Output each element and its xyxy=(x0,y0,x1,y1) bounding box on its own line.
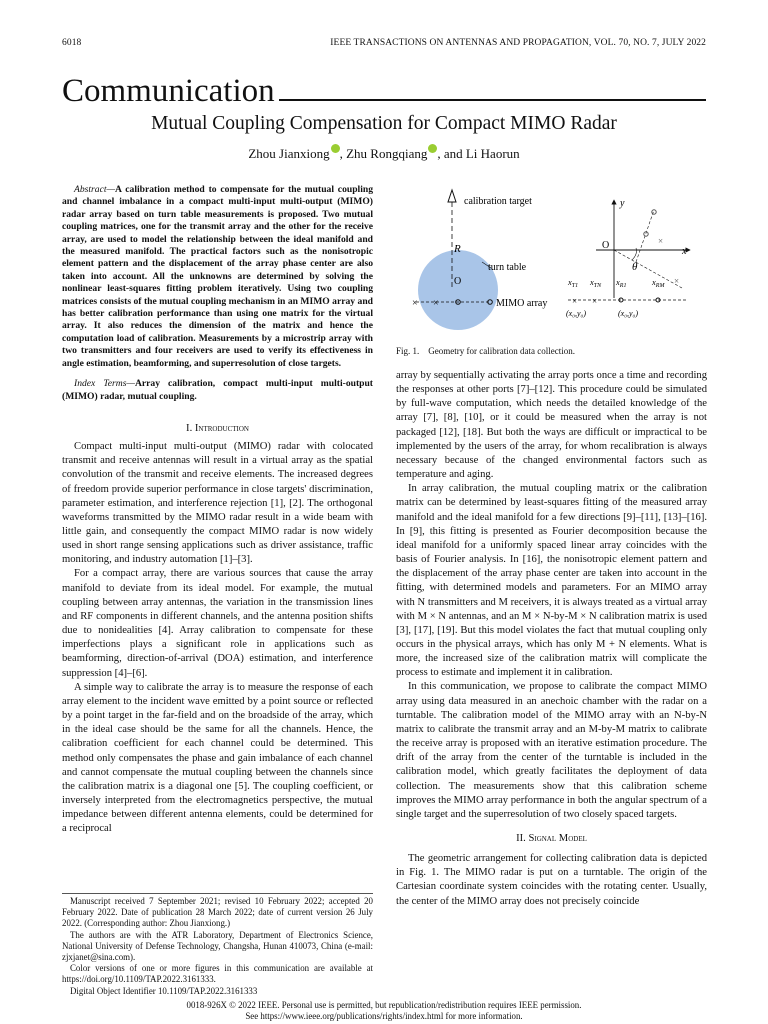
label-target: calibration target xyxy=(464,196,532,207)
label-R: R xyxy=(454,243,461,255)
label-coord-2: (x₀,y₀) xyxy=(618,309,638,318)
label-xrM: $x_{RM}$ xyxy=(652,277,665,289)
label-theta: θ xyxy=(632,261,638,273)
footnote-manuscript: Manuscript received 7 September 2021; revised 10 February 2022; accepted 20 February 2022. Date of publication 28 March 2022; date of current version 26 July 2022. (Corresponding author: Zhou Jianxiong.) xyxy=(62,896,373,929)
abstract-label: Abstract— xyxy=(74,184,116,195)
abstract xyxy=(62,184,373,370)
orcid-icon[interactable] xyxy=(331,144,340,153)
figure-caption: Fig. 1. Geometry for calibration data collection. xyxy=(396,346,575,356)
right-column xyxy=(396,369,707,909)
paragraph: In this communication, we propose to calibrate the compact MIMO array using data measured in an anechoic chamber with the radar on a turntable. The calibration model of the MIMO array with an N-by-N matrix to calibrate the transmit array and an M-by-M matrix to calibrate the receive array is proposed with an iterative estimation procedure. The drift of the array from the center of the turntable is included in the calibration model, which greatly facilitates the deployment of data collection. The measurements show that this calibration scheme improves the MIMO array performance in both the angular spectrum of a single target and the superresolution of two closely spaced targets. xyxy=(396,681,707,820)
label-mimo-array: MIMO array xyxy=(496,298,548,309)
paragraph: A simple way to calibrate the array is to measure the response of each array element to the incident wave emitted by a point source or reflected by a point target in the far-field and on the broadside of the array, which in the ideal case should be the same for all the channels. Hence, the calibration coefficient for each channel could be determined. This method only compensates the phase and gain imbalance of each channel and cannot compensate the mutual coupling between the channels since the calibration matrix is a diagonal one [5]. The coupling coefficient, or inversely interpreted from the electromagnetics perspective, the mutual impedance between different antenna elements, could be determined for a reciprocal xyxy=(62,681,373,835)
footnote-color: Color versions of one or more figures in this communication are available at https://doi.org/10.1109/TAP.2022.3161333. xyxy=(62,963,373,985)
turntable-circle xyxy=(418,250,498,330)
label-coord-1: (x₀,y₀) xyxy=(566,309,586,318)
author-list: Zhou Jianxiong , Zhu Rongqiang , and Li Haorun xyxy=(248,146,520,161)
rotated-tx-element: × xyxy=(658,236,664,246)
label-x: x xyxy=(682,246,687,257)
label-xt1: $x_{T1}$ xyxy=(568,277,579,289)
rotated-rx-element xyxy=(652,210,656,214)
author-2: Zhu Rongqiang xyxy=(346,146,428,161)
paragraph: In array calibration, the mutual coupling matrix or the calibration matrix can be determined by least-squares fitting of the measured array manifold and the ideal manifold for a few directions [9]–[11], [13]–[16]. In [9], this fitting is presented as Fourier decomposition because the ideal manifold for a uniformly spaced linear array coincides with the basis of Fourier analysis. In [16], the nonisotropic element pattern and the displacement of the array phase center are taken into account in the fitting, with determined models and parameters. For an MIMO array with N transmitters and M receivers, it is always treated as a virtual array with M × N antennas, and an M × N-by-M × N calibration matrix is used [3], [17], [19]. But this model violates the fact that mutual coupling only occurs in the physical arrays, which has only M + N elements. What is more, the increased size of the calibration matrix will complicate the process to estimate and implement it in calibration. xyxy=(396,483,707,679)
paper-title: Mutual Coupling Compensation for Compact MIMO Radar xyxy=(151,113,617,134)
footnotes xyxy=(62,893,373,997)
section-heading-signal-model: II. Signal Model xyxy=(516,833,587,844)
left-column xyxy=(62,184,373,836)
orcid-icon[interactable] xyxy=(428,144,437,153)
rotated-tx-element: × xyxy=(674,276,680,286)
label-origin: O xyxy=(454,276,462,287)
footnote-affiliation: The authors are with the ATR Laboratory, Department of Electronics Science, National University of Defense Technology, Changsha, Hunan 410073, China (e-mail: zjxjanet@sina.com). xyxy=(62,929,373,963)
figure-1 xyxy=(396,188,707,340)
copyright-notice xyxy=(0,1000,768,1022)
copyright-line-2: See https://www.ieee.org/publications/rights/index.html for more information. xyxy=(245,1011,523,1021)
tx-element: × xyxy=(433,298,439,309)
label-xr1: $x_{R1}$ xyxy=(616,277,627,289)
paragraph: The geometric arrangement for collecting calibration data is depicted in Fig. 1. The MIMO radar is put on a turntable. The origin of the Cartesian coordinate system coincides with the rotating center. Usually, the center of the MIMO array does not precisely coincide xyxy=(396,853,707,907)
author-1: Zhou Jianxiong xyxy=(248,146,330,161)
calibration-target-icon xyxy=(448,190,456,202)
index-terms-text: Array calibration, compact multi-input multi-output (MIMO) radar, mutual coupling. xyxy=(62,378,374,402)
label-turn-table: turn table xyxy=(488,262,527,273)
geometry-diagram xyxy=(396,188,707,340)
section-label-bar xyxy=(62,74,706,108)
author-3: and Li Haorun xyxy=(443,146,520,161)
index-terms-label: Index Terms— xyxy=(74,378,135,390)
label-y: y xyxy=(620,198,625,209)
copyright-line-1: 0018-926X © 2022 IEEE. Personal use is permitted, but republication/redistribution requires IEEE permission. xyxy=(186,1000,582,1010)
index-terms xyxy=(62,378,373,403)
tx-element: × xyxy=(412,298,418,309)
ref-tx-element: × xyxy=(572,296,578,306)
journal-header: IEEE TRANSACTIONS ON ANTENNAS AND PROPAGATION, VOL. 70, NO. 7, JULY 2022 xyxy=(330,38,706,48)
abstract-text: A calibration method to compensate for the mutual coupling and channel imbalance in a compact multi-input multi-output (MIMO) radar array based on turn table measurements is proposed. Two mutual coupling matrices, one for the transmit array and the other for the receive array, are used to model the relationship between the ideal manifold and the measured manifold. The practical factors such as the nonisotropic element pattern and the displacement of the array phase center are also taken into account. All the unknowns are determined by solving the nonlinear least-squares fitting problem iteratively. Using two coupling matrices consists of the mutual coupling mechanism in an MIMO array and has better calibration performance than using one matrix for the virtual array. It also reduces the dimension of the matrix and hence the computation load of calibration. Measurements by a microstrip array with two transmitters and four receivers are used to verify its effectiveness in angle estimation, beamforming, and superresolution of close targets. xyxy=(62,184,373,369)
label-origin-right: O xyxy=(602,240,610,251)
section-heading-intro: I. Introduction xyxy=(186,422,249,434)
footnote-doi: Digital Object Identifier 10.1109/TAP.2022.3161333 xyxy=(70,985,258,996)
paragraph: Compact multi-input multi-output (MIMO) radar with colocated transmit and receive antennas will result in a virtual array as the spatial convolution of the transmit and receive elements. The increased degrees of freedom provide superior performance in close targets' discrimination, parameter estimation, and interference rejection [1], [2]. The orthogonal waveforms transmitted by the MIMO radar result in a wide beam with little gain, and consequently the compact MIMO radar is now widely used in short range sensing applications such as driver assistance, traffic monitoring, and industry automation [1]–[3]. xyxy=(62,441,373,566)
paragraph: array by sequentially activating the array ports once a time and recording the responses at other ports [7]–[12]. This procedure could be simulated by full-wave computation, which needs the detailed knowledge of the array [7], [8], [10], or it could be measured when the array is not packaged [12], [18]. But both the ways are difficult or impractical to be implemented by the users of the array, for whom recalibration is always necessary because of the changed environmental factors such as temperature and aging. xyxy=(396,370,707,481)
section-label: Communication xyxy=(62,74,279,108)
page-number: 6018 xyxy=(62,38,82,48)
ref-tx-element: × xyxy=(592,296,598,306)
paragraph: For a compact array, there are various sources that cause the array manifold to deviate from its ideal model. For example, the mutual coupling between array antennas, the variation in the transmission lines and RF components in different channels, and the antenna position shifts due to nonidealities [4]. Array calibration to compensate for these imperfections plays a significant role in applications such as beamforming, direction-of-arrival (DOA) estimation, and interference suppression [4]–[6]. xyxy=(62,568,373,679)
label-xtN: $x_{TN}$ xyxy=(590,277,602,289)
